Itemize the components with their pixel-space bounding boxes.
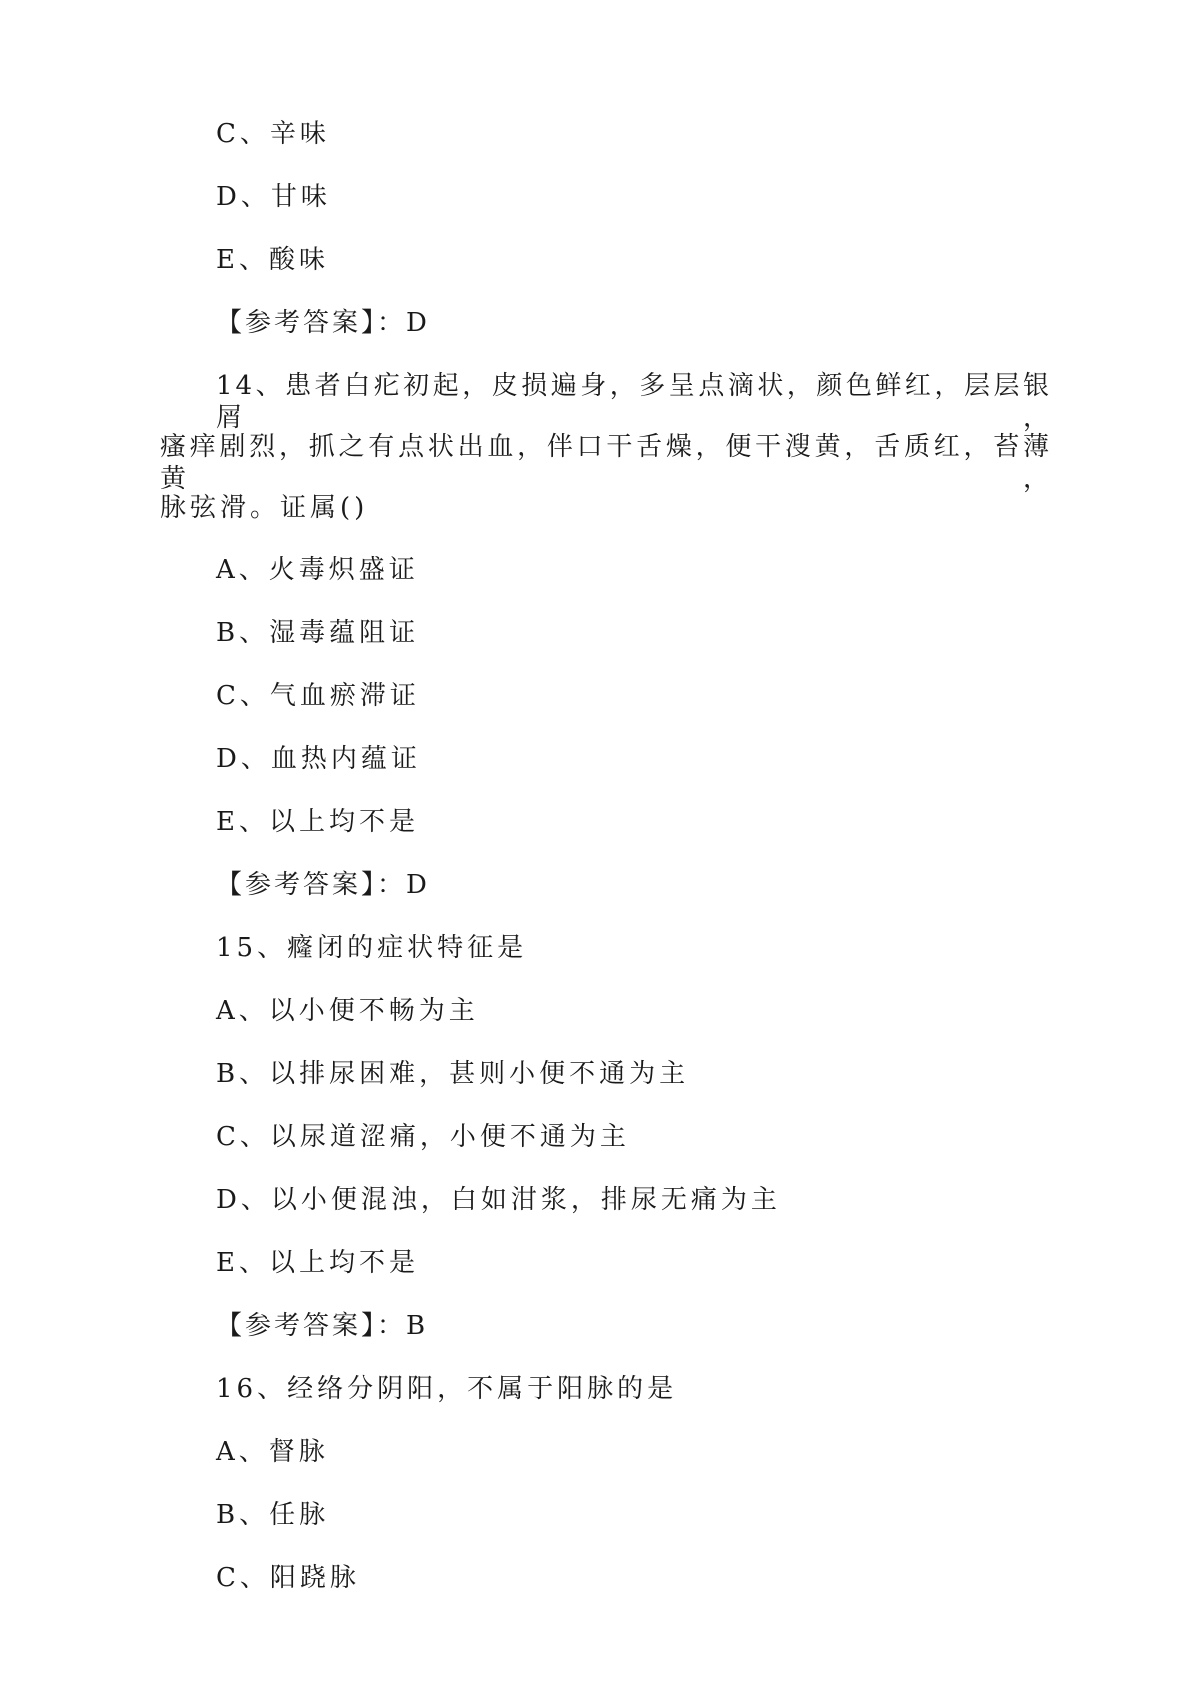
q15-option-e: E、以上均不是 <box>216 1248 419 1278</box>
q14-stem-line2: 瘙痒剧烈，抓之有点状出血，伴口干舌燥，便干溲黄，舌质红，苔薄黄， <box>160 432 1052 494</box>
q14-stem-line3: 脉弦滑。证属() <box>160 493 369 523</box>
q15-option-c: C、以尿道涩痛，小便不通为主 <box>216 1122 630 1152</box>
q14-option-d: D、血热内蕴证 <box>216 744 421 774</box>
q13-option-c: C、辛味 <box>216 119 330 149</box>
q13-option-d: D、甘味 <box>216 182 331 212</box>
q14-option-c: C、气血瘀滞证 <box>216 681 420 711</box>
q14-option-b: B、湿毒蕴阻证 <box>216 618 420 648</box>
q15-option-b: B、以排尿困难，甚则小便不通为主 <box>216 1059 690 1089</box>
q13-option-e: E、酸味 <box>216 245 329 275</box>
q15-stem: 15、癃闭的症状特征是 <box>216 933 528 963</box>
q16-option-a: A、督脉 <box>216 1437 329 1467</box>
q16-stem: 16、经络分阴阳，不属于阳脉的是 <box>216 1374 678 1404</box>
q14-option-a: A、火毒炽盛证 <box>216 555 419 585</box>
q15-option-a: A、以小便不畅为主 <box>216 996 479 1026</box>
q16-option-b: B、任脉 <box>216 1500 330 1530</box>
q13-answer: 【参考答案】：D <box>216 308 430 338</box>
q14-stem-line1: 14、患者白疕初起，皮损遍身，多呈点滴状，颜色鲜红，层层银屑， <box>216 371 1052 433</box>
q14-answer: 【参考答案】：D <box>216 870 430 900</box>
q16-option-c: C、阳跷脉 <box>216 1563 360 1593</box>
q15-option-d: D、以小便混浊，白如泔浆，排尿无痛为主 <box>216 1185 781 1215</box>
q14-option-e: E、以上均不是 <box>216 807 419 837</box>
q15-answer: 【参考答案】：B <box>216 1311 429 1341</box>
